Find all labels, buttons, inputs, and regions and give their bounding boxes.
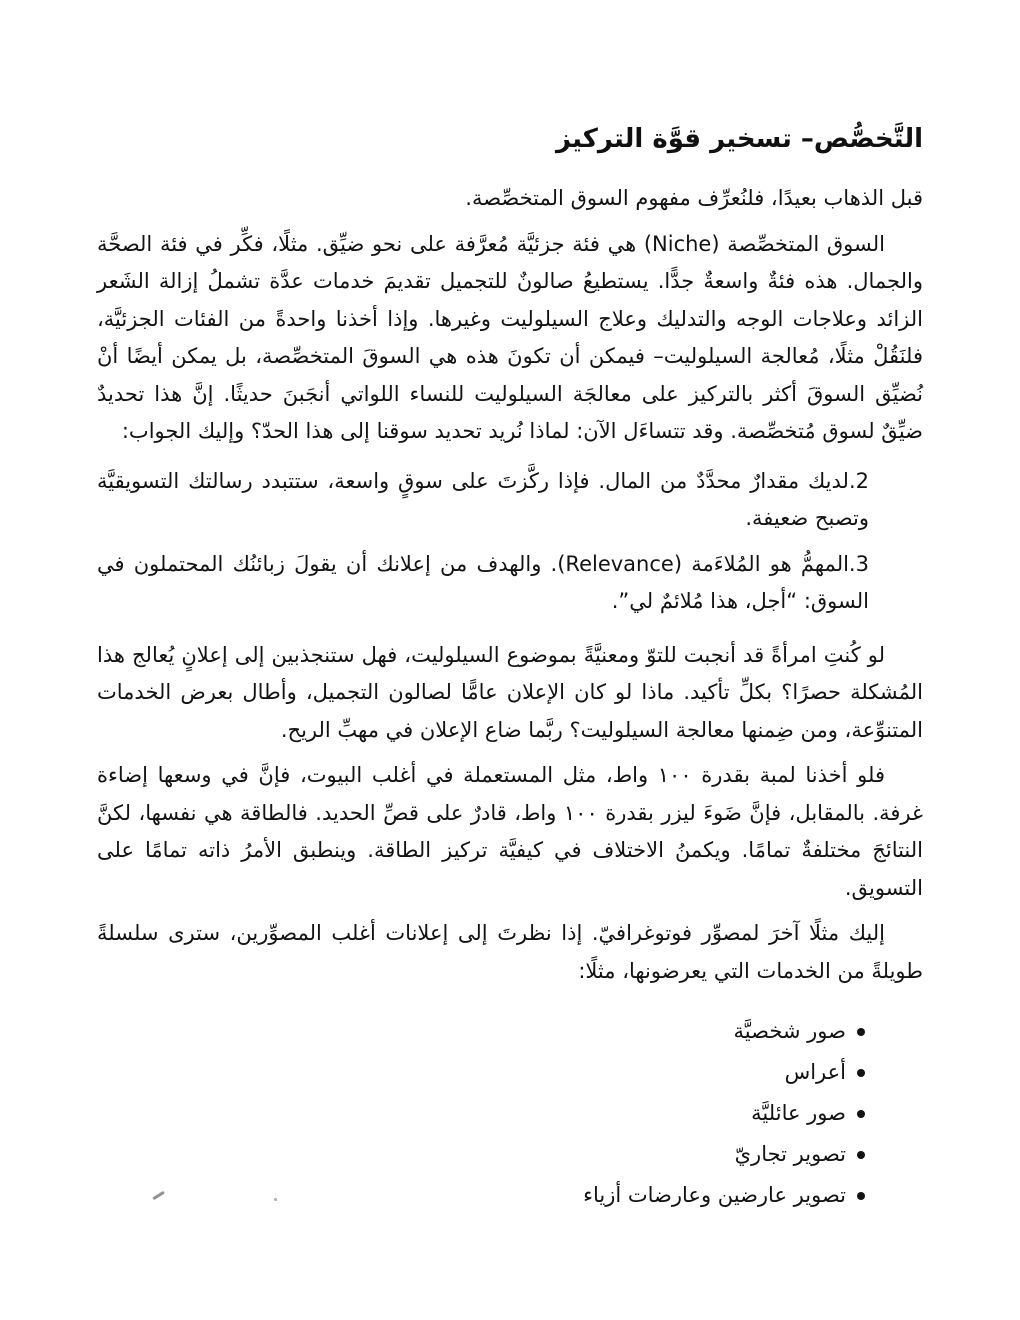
bullet-text: صور شخصيَّة bbox=[733, 1019, 846, 1043]
list-item-text: لديك مقدارٌ محدَّدٌ من المال. فإذا ركَّزتَ على سوقٍ واسعة، ستتبدد رسالتك التسويقيَّة وتصبح ضعيفة. bbox=[97, 468, 869, 530]
numbered-item-3 bbox=[97, 546, 869, 621]
page-title: التَّخصُّص– تسخير قوَّة التركيز bbox=[555, 124, 923, 154]
bullet-icon bbox=[857, 1110, 865, 1118]
paragraph-cellulite-ad: لو كُنتِ امرأةً قد أنجبت للتوّ ومعنيَّةً بموضوع السيلوليت، فهل ستنجذبين إلى إعلانٍ يُعالج هذا المُشكلة حصرًا؟ بكلِّ تأكيد. ماذا لو كان الإعلان عامًّا لصالون التجميل، وأطال بعرض الخدمات المتنوِّعة، ومن ضِمنها معالجة السيلوليت؟ ربَّما ضاع الإعلان في مهبِّ الريح. bbox=[97, 642, 923, 742]
list-item bbox=[97, 1139, 865, 1169]
cutoff-dot-artifact bbox=[274, 1198, 277, 1201]
bullet-icon bbox=[857, 1028, 865, 1036]
list-item-text: المهمُّ هو المُلاءَمة (Relevance). والهدف من إعلانك أن يقولَ زبائنُك المحتملون في السوق: “أجل، هذا مُلائمٌ لي”. bbox=[97, 551, 869, 613]
list-item bbox=[97, 1180, 865, 1210]
paragraph-niche-definition: السوق المتخصِّصة (Niche) هي فئة جزئيَّة مُعرَّفة على نحو ضيِّق. مثلًا، فكِّر في فئة الصحَّة والجمال. هذه فئةٌ واسعةٌ جدًّا. يستطيعُ صالونٌ للتجميل تقديمَ خدمات عدَّة تشملُ إزالة الشَعر الزائد وعلاجات الوجه والتدليك وعلاج السيلوليت وغيرها. وإذا أخذنا واحدةً من الفئات الجزئيَّة، فلنَقُلْ مثلًا، مُعالجة السيلوليت– فيمكن أن تكونَ هذه هي السوقَ المتخصِّصة، بل يمكن أيضًا أنْ نُضيِّق السوقَ أكثر بالتركيز على معالجَة السيلوليت للنساء اللواتي أنجَبنَ حديثًا. إنَّ هذا تحديدٌ ضيِّقٌ لسوق مُتخصِّصة. وقد تتساءَل الآن: لماذا نُريد تحديد سوقنا إلى هذا الحدّ؟ وإليك الجواب: bbox=[97, 231, 923, 443]
bullet-icon bbox=[857, 1069, 865, 1077]
bullet-icon bbox=[857, 1151, 865, 1159]
list-item bbox=[97, 1057, 865, 1087]
numbered-item-2 bbox=[97, 463, 869, 538]
numbered-list bbox=[97, 463, 869, 621]
intro-paragraph: قبل الذهاب بعيدًا، فلنُعرِّف مفهوم السوق المتخصِّصة. bbox=[465, 186, 923, 210]
paragraph-bulb-laser: فلو أخذنا لمبة بقدرة ١٠٠ واط، مثل المستعملة في أغلب البيوت، فإنَّ في وسعها إضاءة غرفة. بالمقابل، فإنَّ ضَوءَ ليزر بقدرة ١٠٠ واط، قادرٌ على قصِّ الحديد. فالطاقة هي نفسها، لكنَّ النتائجَ مختلفةٌ تمامًا. ويكمنُ الاختلاف في كيفيَّة تركيز الطاقة. وينطبق الأمرُ ذاته تمامًا على التسويق. bbox=[97, 763, 923, 900]
services-bullet-list bbox=[97, 1016, 865, 1210]
list-number: 3. bbox=[848, 551, 869, 576]
bullet-text: صور عائليَّة bbox=[751, 1101, 846, 1125]
page-content bbox=[97, 122, 923, 1221]
list-item bbox=[97, 1016, 865, 1046]
list-number: 2. bbox=[848, 468, 869, 493]
bullet-text: تصوير تجاريّ bbox=[734, 1142, 846, 1166]
paragraph-photographer-example: إليك مثلًا آخرَ لمصوِّر فوتوغرافيّ. إذا نظرتَ إلى إعلانات أغلب المصوِّرين، سترى سلسلةً طويلةً من الخدمات التي يعرضونها، مثلًا: bbox=[97, 921, 923, 983]
bullet-icon bbox=[857, 1192, 865, 1200]
bullet-text: تصوير عارضين وعارضات أزياء bbox=[583, 1183, 846, 1207]
list-item bbox=[97, 1098, 865, 1128]
bullet-text: أعراس bbox=[784, 1060, 846, 1084]
